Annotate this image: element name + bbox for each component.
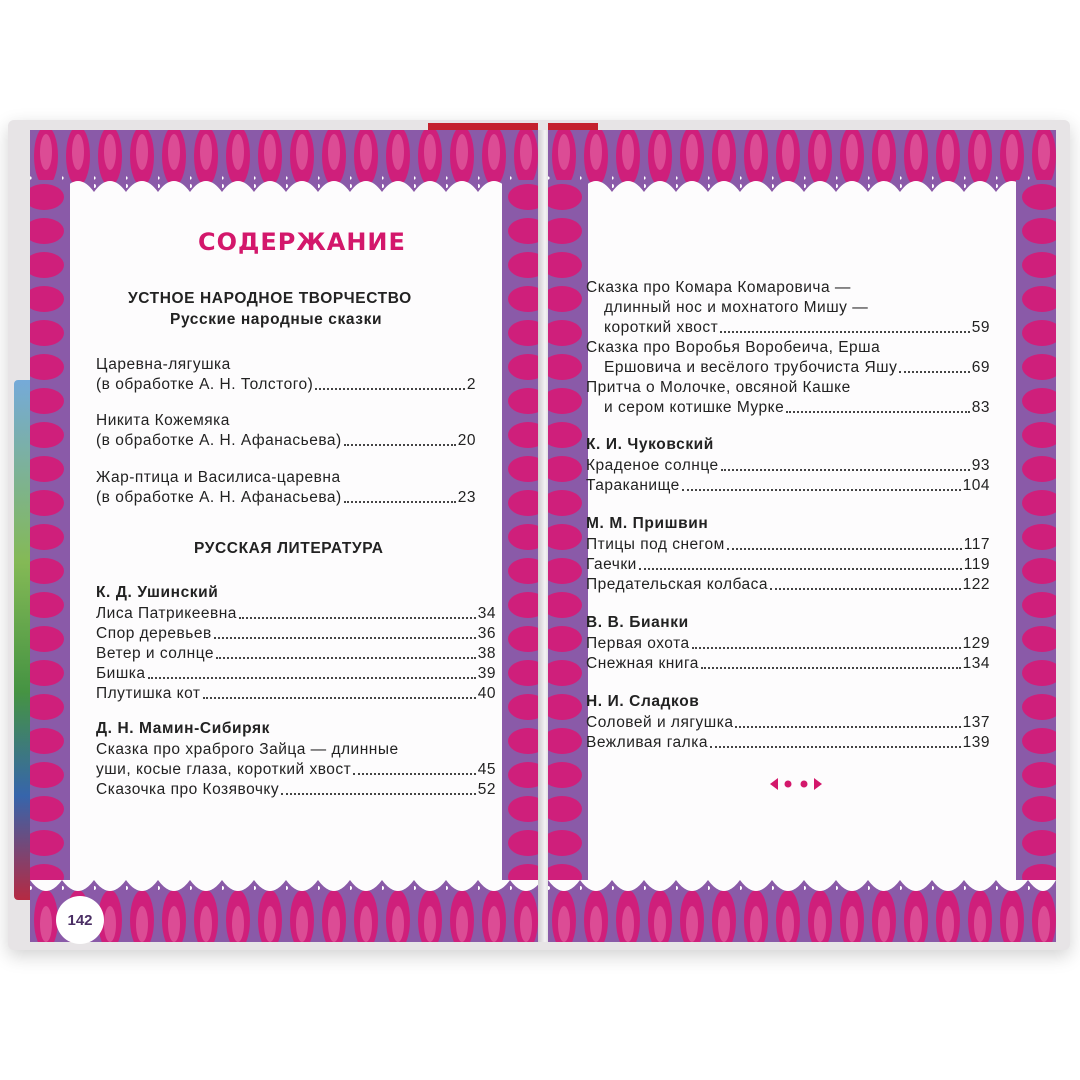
toc-entry-line: Жар-птица и Василиса-царевна	[96, 469, 341, 486]
toc-entry[interactable]: Вежливая галка 139	[586, 734, 990, 751]
toc-entry-line: Сказка про храброго Зайца — длинные	[96, 741, 399, 758]
toc-entry[interactable]: Птицы под снегом 117	[586, 536, 990, 553]
page-title: СОДЕРЖАНИЕ	[198, 228, 406, 256]
toc-entry-line: Царевна-лягушка	[96, 356, 231, 373]
toc-entry[interactable]: (в обработке А. Н. Афанасьева) 23	[96, 489, 476, 506]
section-title-literature: РУССКАЯ ЛИТЕРАТУРА	[194, 540, 384, 557]
toc-entry[interactable]: уши, косые глаза, короткий хвост 45	[96, 761, 496, 778]
author-name: К. И. Чуковский	[586, 436, 714, 453]
section-title-folk: УСТНОЕ НАРОДНОЕ ТВОРЧЕСТВО	[128, 290, 412, 307]
toc-entry[interactable]: Краденое солнце 93	[586, 457, 990, 474]
toc-entry[interactable]: (в обработке А. Н. Толстого) 2	[96, 376, 476, 393]
decorative-border-top	[548, 130, 1056, 192]
author-name: Н. И. Сладков	[586, 693, 700, 710]
page-number: 142	[58, 898, 102, 942]
toc-entry-line: Сказка про Комара Комаровича —	[586, 279, 851, 296]
toc-entry[interactable]: Бишка 39	[96, 665, 496, 682]
author-name: М. М. Пришвин	[586, 515, 709, 532]
decorative-border-right	[1016, 180, 1056, 890]
toc-entry[interactable]: Сказочка про Козявочку 52	[96, 781, 496, 798]
author-name: В. В. Бианки	[586, 614, 689, 631]
toc-entry[interactable]: Ветер и солнце 38	[96, 645, 496, 662]
toc-entry[interactable]: (в обработке А. Н. Афанасьева) 20	[96, 432, 476, 449]
toc-entry-line: Сказка про Воробья Воробеича, Ерша	[586, 339, 881, 356]
author-name: К. Д. Ушинский	[96, 584, 219, 601]
toc-entry[interactable]: короткий хвост 59	[604, 319, 990, 336]
right-page	[548, 130, 1056, 942]
author-name: Д. Н. Мамин-Сибиряк	[96, 720, 270, 737]
decorative-border-bottom	[30, 880, 542, 942]
decorative-border-top	[30, 130, 542, 192]
toc-entry[interactable]: Предательская колбаса 122	[586, 576, 990, 593]
decorative-border-right	[502, 180, 542, 890]
decorative-border-bottom	[548, 880, 1056, 942]
toc-entry-line: Никита Кожемяка	[96, 412, 230, 429]
section-subtitle-folk: Русские народные сказки	[170, 311, 383, 328]
toc-entry[interactable]: и сером котишке Мурке 83	[604, 399, 990, 416]
ornament-icon	[766, 774, 826, 794]
toc-entry[interactable]: Лиса Патрикеевна 34	[96, 605, 496, 622]
toc-entry[interactable]: Плутишка кот 40	[96, 685, 496, 702]
toc-entry[interactable]: Гаечки 119	[586, 556, 990, 573]
toc-entry[interactable]: Снежная книга 134	[586, 655, 990, 672]
toc-entry[interactable]: Тараканище 104	[586, 477, 990, 494]
toc-entry-line: длинный нос и мохнатого Мишу —	[604, 299, 869, 316]
toc-entry[interactable]: Соловей и лягушка 137	[586, 714, 990, 731]
toc-entry[interactable]: Ершовича и весёлого трубочиста Яшу 69	[604, 359, 990, 376]
toc-entry[interactable]: Первая охота 129	[586, 635, 990, 652]
decorative-border-left	[548, 180, 588, 890]
toc-entry-line: Притча о Молочке, овсяной Кашке	[586, 379, 851, 396]
book-spread	[8, 120, 1070, 950]
toc-entry[interactable]: Спор деревьев 36	[96, 625, 496, 642]
decorative-border-left	[30, 180, 70, 890]
left-page	[30, 130, 542, 942]
